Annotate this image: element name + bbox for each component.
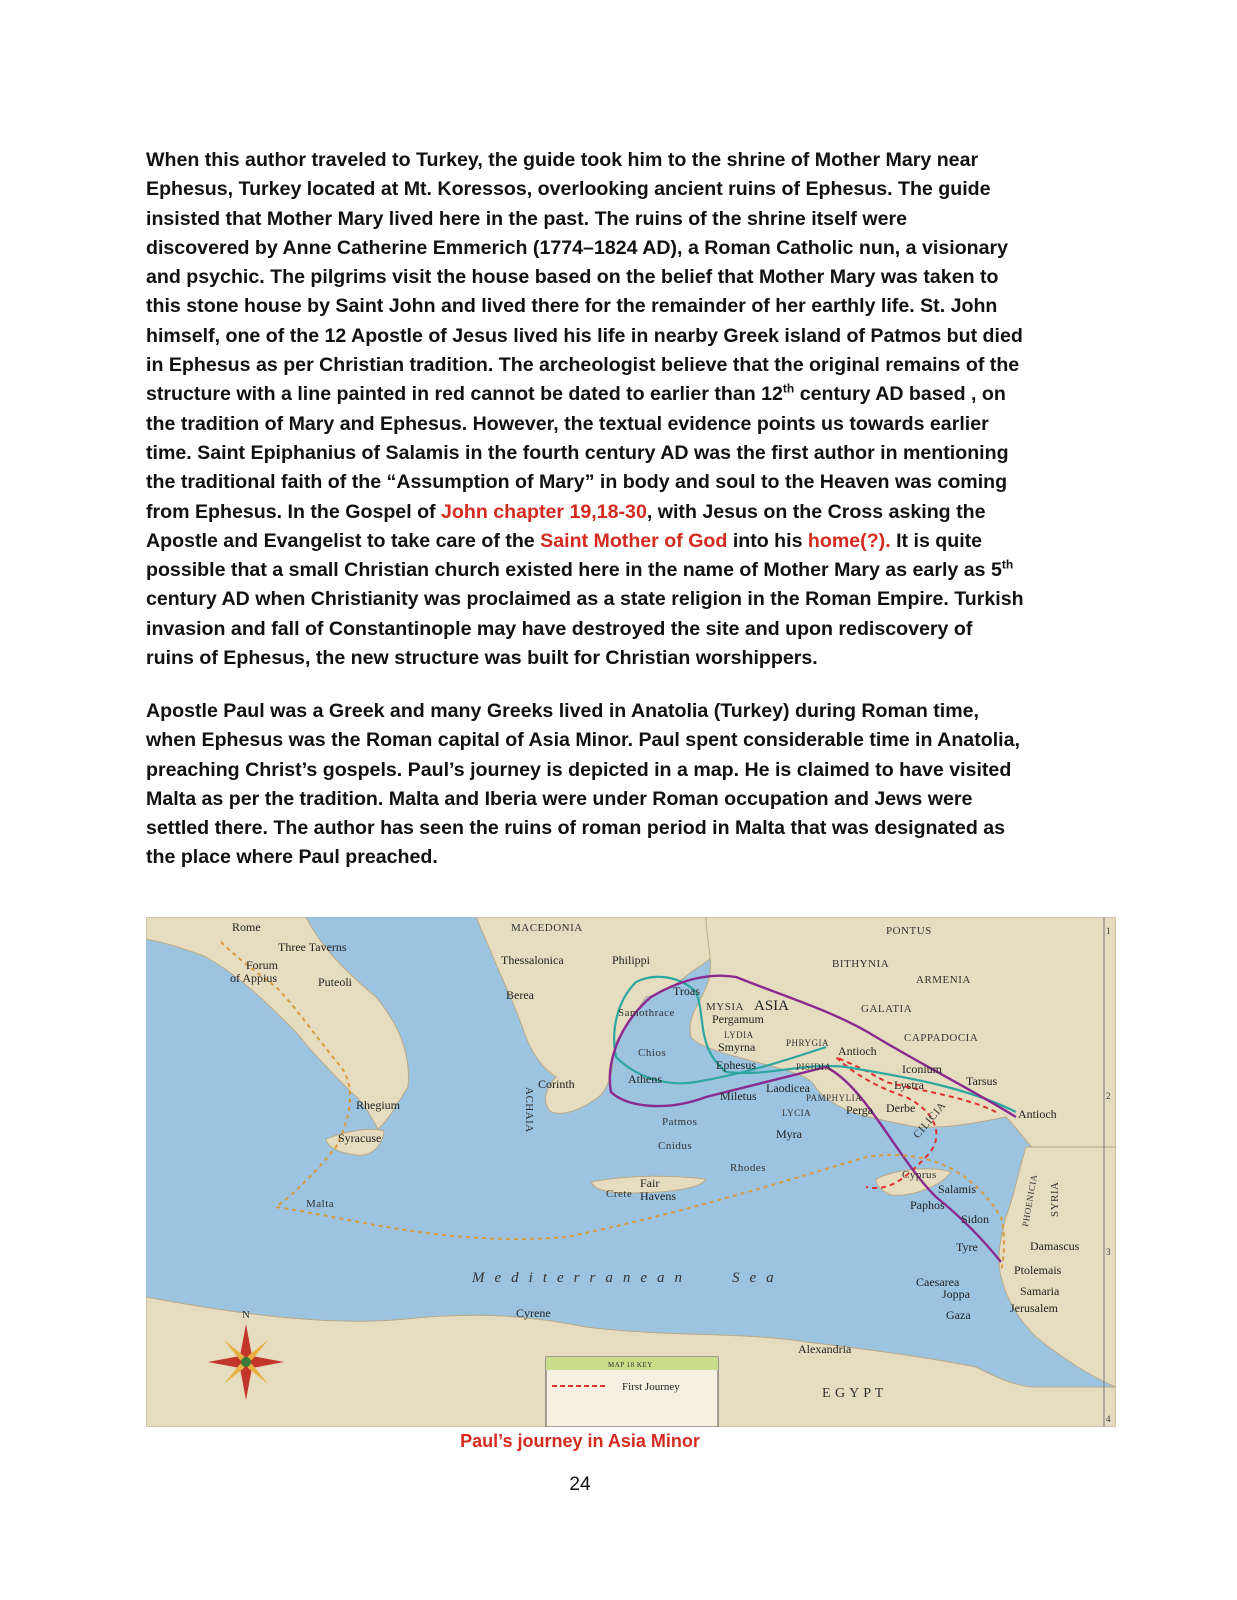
map-label-damascus: Damascus bbox=[1030, 1239, 1080, 1253]
map-label-fair: Fair bbox=[640, 1176, 660, 1190]
text-line: the tradition of Mary and Ephesus. However, the textual evidence points us towards earlier bbox=[146, 412, 989, 435]
text-line: insisted that Mother Mary lived here in the past. The ruins of the shrine itself were bbox=[146, 207, 908, 230]
map-label-thessalonica: Thessalonica bbox=[501, 953, 564, 967]
map-label-rome: Rome bbox=[232, 920, 261, 934]
map-label-crete: Crete bbox=[606, 1188, 633, 1200]
text-line: invasion and fall of Constantinople may have destroyed the site and upon rediscovery of bbox=[146, 617, 973, 640]
superscript: th bbox=[782, 381, 795, 396]
map-label-derbe: Derbe bbox=[886, 1101, 916, 1115]
map-label-berea: Berea bbox=[506, 988, 534, 1002]
text-segment: It is quite bbox=[890, 529, 983, 552]
map-edge-marker: 3 bbox=[1106, 1247, 1111, 1257]
text-line: settled there. The author has seen the ruins of roman period in Malta that was designated as bbox=[146, 817, 1006, 840]
map-label-samaria: Samaria bbox=[1020, 1284, 1060, 1298]
text-line: time. Saint Epiphanius of Salamis in the fourth century AD was the first author in mentioning bbox=[146, 441, 1009, 464]
map-label-pamphylia: PAMPHYLIA bbox=[806, 1093, 863, 1103]
map-edge-marker: 2 bbox=[1106, 1091, 1111, 1101]
map-label-chios: Chios bbox=[638, 1047, 667, 1059]
map-label-macedonia: MACEDONIA bbox=[511, 922, 583, 934]
map-label-forum-appius: of Appius bbox=[230, 971, 278, 985]
text-line: When this author traveled to Turkey, the guide took him to the shrine of Mother Mary near bbox=[146, 149, 979, 171]
page-number: 24 bbox=[569, 1474, 591, 1495]
map-label-gaza: Gaza bbox=[946, 1308, 971, 1322]
body-paragraph-2 bbox=[146, 697, 1098, 873]
highlight-saint-mother: Saint Mother of God bbox=[540, 529, 728, 552]
map-label-syracuse: Syracuse bbox=[338, 1131, 382, 1145]
map-label-phoenicia: PHOENICIA bbox=[1020, 1173, 1040, 1228]
text-line: Apostle Paul was a Greek and many Greeks lived in Anatolia (Turkey) during Roman time, bbox=[146, 700, 979, 722]
highlight-home: home(?). bbox=[807, 529, 891, 552]
body-paragraph-1 bbox=[146, 146, 1098, 673]
map-label-pergamum: Pergamum bbox=[712, 1012, 764, 1026]
text-line bbox=[146, 498, 1098, 527]
map-label-jerusalem: Jerusalem bbox=[1010, 1301, 1058, 1315]
map-label-antioch-pisidia: Antioch bbox=[838, 1044, 877, 1058]
map-key-title: MAP 18 KEY bbox=[608, 1361, 653, 1369]
map-label-syria: SYRIA bbox=[1049, 1181, 1061, 1217]
text-line: preaching Christ’s gospels. Paul’s journey is depicted in a map. He is claimed to have visited bbox=[146, 758, 1012, 781]
text-line: century AD when Christianity was proclaimed as a state religion in the Roman Empire. Turkish bbox=[146, 588, 1024, 611]
map-label-perga: Perga bbox=[846, 1103, 874, 1117]
map-label-phrygia: PHRYGIA bbox=[786, 1038, 830, 1048]
map-label-bithynia: BITHYNIA bbox=[832, 958, 890, 970]
map-label-tyre: Tyre bbox=[956, 1240, 978, 1254]
map-label-lydia: LYDIA bbox=[724, 1030, 754, 1040]
text-segment: possible that a small Christian church existed here in the name of Mother Mary as early as 5 bbox=[146, 559, 1002, 582]
text-line: Malta as per the tradition. Malta and Iberia were under Roman occupation and Jews were bbox=[146, 787, 973, 810]
map-label-egypt: E G Y P T bbox=[822, 1386, 884, 1401]
map-label-cappadocia: CAPPADOCIA bbox=[904, 1032, 979, 1044]
text-segment: Apostle and Evangelist to take care of the bbox=[146, 529, 541, 552]
text-line: himself, one of the 12 Apostle of Jesus lived his life in nearby Greek island of Patmos but died bbox=[146, 324, 1023, 347]
text-line bbox=[146, 380, 1098, 409]
map-label-paphos: Paphos bbox=[910, 1198, 945, 1212]
map-label-alexandria: Alexandria bbox=[798, 1342, 852, 1356]
map-label-rhegium: Rhegium bbox=[356, 1098, 400, 1112]
text-segment: century AD based , on bbox=[794, 383, 1006, 406]
map-label-pisidia: PISIDIA bbox=[796, 1062, 832, 1072]
map-label-malta: Malta bbox=[306, 1198, 335, 1210]
map-edge-marker: 1 bbox=[1106, 926, 1111, 936]
map-label-iconium: Iconium bbox=[902, 1062, 942, 1076]
map-label-achaia: ACHAIA bbox=[523, 1087, 535, 1133]
map-label-troas: Troas bbox=[673, 984, 700, 998]
map-label-antioch: Antioch bbox=[1018, 1107, 1057, 1121]
highlight-john-chapter: John chapter 19,18-30 bbox=[441, 500, 647, 523]
map-label-armenia: ARMENIA bbox=[916, 974, 971, 986]
map-label-pontus: PONTUS bbox=[886, 925, 932, 937]
map-label-puteoli: Puteoli bbox=[318, 975, 353, 989]
map-label-tarsus: Tarsus bbox=[966, 1074, 998, 1088]
map-edge-marker: 4 bbox=[1106, 1414, 1111, 1424]
map-label-ptolemais: Ptolemais bbox=[1014, 1263, 1062, 1277]
text-line: and psychic. The pilgrims visit the house based on the belief that Mother Mary was taken to bbox=[146, 266, 999, 289]
text-line bbox=[146, 527, 1098, 556]
text-line: the place where Paul preached. bbox=[146, 846, 438, 869]
text-line: the traditional faith of the “Assumption of Mary” in body and soul to the Heaven was coming bbox=[146, 471, 1008, 494]
map-label-rhodes: Rhodes bbox=[730, 1162, 766, 1174]
text-segment: from Ephesus. In the Gospel of bbox=[146, 500, 442, 523]
map-key-first-journey: First Journey bbox=[622, 1381, 680, 1393]
map-label-mediterranean: Mediterranean bbox=[472, 1270, 692, 1286]
map-label-ephesus: Ephesus bbox=[716, 1058, 756, 1072]
map-key bbox=[546, 1357, 718, 1427]
map-label-cnidus: Cnidus bbox=[658, 1140, 693, 1152]
superscript: th bbox=[1001, 557, 1014, 572]
map-label-sea: Sea bbox=[732, 1270, 784, 1286]
text-line: ruins of Ephesus, the new structure was built for Christian worshippers. bbox=[146, 647, 818, 670]
map-label-galatia: GALATIA bbox=[861, 1003, 913, 1015]
map-label-miletus: Miletus bbox=[720, 1089, 757, 1103]
map-label-laodicea: Laodicea bbox=[766, 1081, 810, 1095]
map-label-cilicia: CILICIA bbox=[911, 1099, 949, 1141]
map-label-asia: ASIA bbox=[754, 998, 790, 1014]
map-label-joppa: Joppa bbox=[942, 1287, 970, 1301]
map-label-cyprus: Cyprus bbox=[902, 1169, 937, 1181]
text-segment: into his bbox=[727, 529, 808, 552]
map-label-athens: Athens bbox=[628, 1072, 662, 1086]
map-label-lystra: Lystra bbox=[894, 1078, 924, 1092]
paul-journey-map bbox=[146, 917, 1116, 1427]
map-label-smyrna: Smyrna bbox=[718, 1040, 756, 1054]
text-line: discovered by Anne Catherine Emmerich (1774–1824 AD), a Roman Catholic nun, a visionary bbox=[146, 236, 1009, 259]
text-line: when Ephesus was the Roman capital of Asia Minor. Paul spent considerable time in Anatolia, bbox=[146, 729, 1020, 752]
compass-north-label: N bbox=[242, 1309, 251, 1321]
text-segment: structure with a line painted in red cannot be dated to earlier than 12 bbox=[146, 383, 783, 406]
map-label-forum: Forum bbox=[246, 958, 279, 972]
map-label-philippi: Philippi bbox=[612, 953, 651, 967]
text-line bbox=[146, 556, 1098, 585]
map-label-sidon: Sidon bbox=[961, 1212, 990, 1226]
map-label-caesarea: Caesarea bbox=[916, 1275, 960, 1289]
text-line: this stone house by Saint John and lived there for the remainder of her earthly life. St. John bbox=[146, 295, 998, 318]
map-label-three-taverns: Three Taverns bbox=[278, 940, 347, 954]
text-line: Ephesus, Turkey located at Mt. Koressos, overlooking ancient ruins of Ephesus. The guide bbox=[146, 178, 991, 201]
map-label-mysia: MYSIA bbox=[706, 1001, 744, 1013]
map-label-lycia: LYCIA bbox=[782, 1108, 812, 1118]
text-segment: , with Jesus on the Cross asking the bbox=[646, 500, 986, 523]
map-label-myra: Myra bbox=[776, 1127, 802, 1141]
map-label-cyrene: Cyrene bbox=[516, 1306, 551, 1320]
map-label-corinth: Corinth bbox=[538, 1077, 575, 1091]
map-label-salamis: Salamis bbox=[938, 1182, 976, 1196]
map-caption: Paul’s journey in Asia Minor bbox=[460, 1431, 700, 1451]
map-label-samothrace: Samothrace bbox=[618, 1007, 675, 1019]
map-label-fair-havens: Havens bbox=[640, 1189, 676, 1203]
text-line: in Ephesus as per Christian tradition. The archeologist believe that the original remains of the bbox=[146, 354, 1020, 377]
map-label-patmos: Patmos bbox=[662, 1116, 698, 1128]
